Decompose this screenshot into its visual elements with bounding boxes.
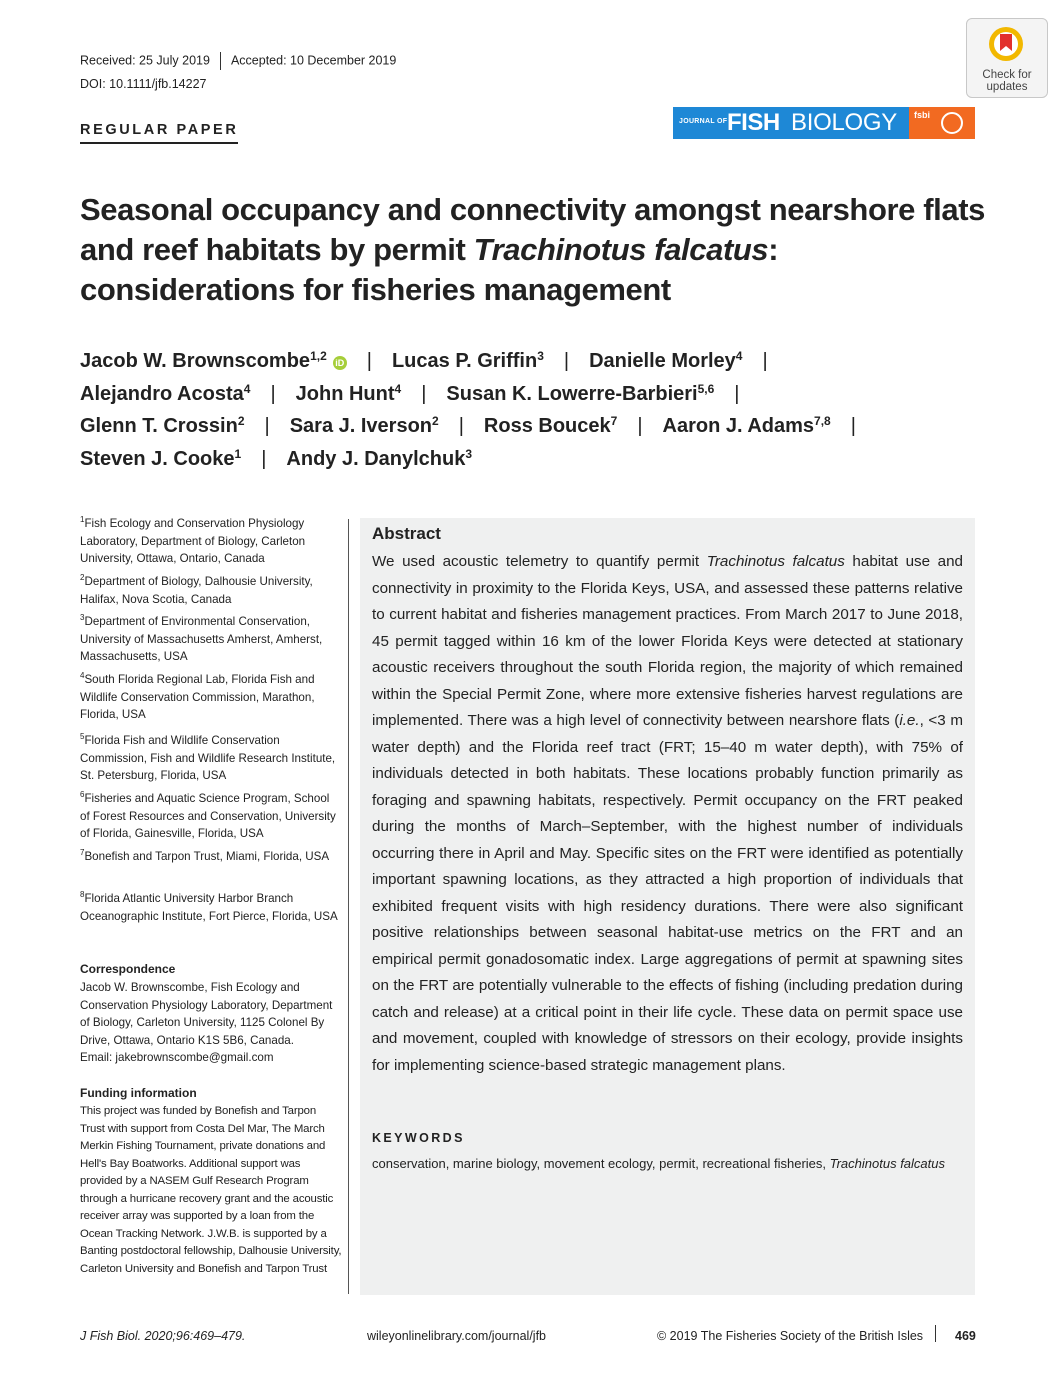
paper-type: REGULAR PAPER	[80, 122, 238, 144]
society-text: fsbi	[914, 110, 931, 120]
author-name[interactable]: Glenn T. Crossin	[80, 415, 238, 437]
author-separator: |	[734, 382, 740, 405]
author-affiliation-sup: 7,8	[814, 414, 831, 428]
journal-logo[interactable]	[673, 107, 975, 139]
accepted-date: Accepted: 10 December 2019	[230, 53, 397, 68]
author-name[interactable]: Ross Boucek	[483, 415, 611, 437]
keywords-text	[372, 1152, 952, 1175]
author-separator: |	[270, 382, 276, 405]
affiliation-number: 2	[80, 573, 85, 583]
author-affiliation-sup: 5,6	[697, 381, 715, 396]
abstract-text	[372, 549, 963, 1079]
doi[interactable]: DOI: 10.1111/jfb.14227	[80, 77, 207, 91]
journal-url[interactable]: wileyonlinelibrary.com/journal/jfb	[367, 1329, 547, 1343]
affiliation	[80, 848, 342, 866]
society-ring-icon	[941, 112, 963, 134]
affiliation-number: 7	[80, 848, 85, 858]
author-affiliation-sup: 4	[243, 381, 251, 396]
author-name[interactable]: Jacob W. Brownscombe	[80, 350, 311, 372]
check-for-text: Check for	[982, 69, 1032, 81]
correspondence-email[interactable]: Email: jakebrownscombe@gmail.com	[80, 1051, 274, 1064]
author-affiliation-sup: 1,2	[310, 349, 327, 363]
author-name[interactable]: Sara J. Iverson	[289, 415, 433, 437]
author-affiliation-sup: 2	[237, 414, 245, 428]
author-affiliation-sup: 3	[465, 446, 473, 461]
funding-text: This project was funded by Bonefish and Tarpon Trust with support from Costa Del Mar, The March Merkin Fishing Tournament, private donations and Hell's Bay Boatworks. Additional support was provided by a NASEM Gulf Research Program through a hurricane recovery grant and the acoustic receiver array was supported by a loan from the Ocean Tracking Network. J.W.B. is supported by a Banting postdoctoral fellowship, Dalhousie University, Carleton University and Bonefish and Tarpon Trust	[80, 1105, 342, 1275]
page-number: 469	[955, 1329, 976, 1343]
affiliation-number: 5	[80, 732, 85, 742]
affiliation	[80, 515, 342, 568]
author-line-4	[80, 443, 980, 476]
author-separator: |	[458, 415, 464, 437]
keywords-list: conservation, marine biology, movement ecology, permit, recreational fisheries,	[372, 1156, 830, 1171]
footer-divider	[935, 1325, 936, 1342]
affiliation-text: Florida Fish and Wildlife Conservation Commission, Fish and Wildlife Research Institute, St. Petersburg, Florida, USA	[80, 734, 336, 782]
author-affiliation-sup: 3	[537, 349, 544, 363]
affiliation	[80, 890, 342, 925]
abstract-species: Trachinotus falcatus	[706, 553, 845, 570]
author-name[interactable]: Danielle Morley	[589, 350, 736, 372]
abstract-sentence: , <3 m water depth) and the Florida reef tract (FRT; 15–40 m water depth), with 75% of individuals detected in both habitats. These locations probably function primarily as foraging and spawning habitats, respectively. Permit occupancy on the FRT peaked during the months of March–September, with the highest number of individuals occurring there in April and May. Specific sites on the FRT were identified as potentially important spawning locations, as they attracted a high proportion of individuals that exhibited frequent visits with high residency durations. There were also significant positive relationships between seasonal habitat-use metrics on the FRT and an empirical permit gonadosomatic index. Large aggregations of permit at spawning sites on the FRT are potentially vulnerable to the effects of fishing (including predation during catch and release) at a critical point in their life cycle. These data on permit space use and movement, coupled with knowledge of stressors on their ecology, provide insights for implementing science-based strategic management plans.	[372, 712, 963, 1074]
author-name[interactable]: Alejandro Acosta	[80, 382, 244, 405]
affiliation-text: Florida Atlantic University Harbor Branch Oceanographic Institute, Fort Pierce, Florida, USA	[80, 892, 338, 923]
correspondence-heading: Correspondence	[80, 962, 176, 976]
author-separator: |	[850, 415, 856, 437]
abstract-sentence: habitat use and connectivity in proximity to the Florida Keys, USA, and assessed these patterns relative to current habitat and fisheries management practices. From March 2017 to June 2018, 45 permit tagged within 16 km of the lower Florida Keys were detected at stationary acoustic receivers throughout the south Florida region, the majority of which remained within the Special Permit Zone, where more extensive fisheries harvest regulations are implemented. There was a high level of connectivity between nearshore flats (	[372, 553, 963, 729]
keywords-species: Trachinotus falcatus	[829, 1156, 945, 1171]
affiliation-text: South Florida Regional Lab, Florida Fish and Wildlife Conservation Commission, Marathon, Florida, USA	[80, 673, 315, 721]
funding-heading: Funding information	[80, 1086, 197, 1100]
affiliation-number: 8	[80, 890, 85, 900]
author-line-3	[80, 410, 980, 443]
author-name[interactable]: Andy J. Danylchuk	[286, 447, 466, 470]
journal-of-text: JOURNAL OF	[679, 118, 728, 125]
title-species: Trachinotus falcatus	[473, 232, 769, 267]
affiliation	[80, 790, 342, 843]
citation	[80, 1329, 245, 1343]
orcid-icon[interactable]: iD	[333, 356, 347, 370]
author-name[interactable]: John Hunt	[295, 382, 395, 405]
correspondence-address: Jacob W. Brownscombe, Fish Ecology and Conservation Physiology Laboratory, Department of Biology, Carleton University, 1125 Colonel By Drive, Ottawa, Ontario K1S 5B6, Canada.	[80, 981, 333, 1047]
article-title	[80, 190, 990, 310]
title-part-1: Seasonal occupancy and connectivity amongst nearshore flats and reef habitats by permit	[80, 192, 985, 267]
crossmark-icon	[987, 25, 1025, 63]
author-affiliation-sup: 4	[735, 349, 743, 363]
affiliation-number: 4	[80, 671, 85, 681]
journal-logo-blue	[673, 107, 909, 139]
author-separator: |	[637, 415, 643, 437]
author-separator: |	[264, 415, 270, 437]
author-separator: |	[421, 382, 427, 405]
affiliation-text: Department of Biology, Dalhousie University, Halifax, Nova Scotia, Canada	[80, 575, 313, 606]
affiliation-text: Fisheries and Aquatic Science Program, School of Forest Resources and Conservation, University of Florida, Gainesville, Florida, USA	[80, 792, 336, 840]
author-name[interactable]: Aaron J. Adams	[662, 415, 815, 437]
journal-biology-text: BIOLOGY	[791, 109, 897, 136]
author-affiliation-sup: 7	[610, 414, 618, 428]
journal-fish-text: FISH	[727, 109, 780, 136]
affiliation	[80, 573, 342, 608]
correspondence-text	[80, 979, 342, 1067]
divider	[220, 52, 221, 70]
abstract-ie: i.e.	[899, 712, 920, 729]
updates-text: updates	[986, 81, 1028, 93]
society-logo	[909, 107, 975, 139]
author-separator: |	[563, 350, 570, 372]
affiliation-number: 6	[80, 790, 85, 800]
author-line-1	[80, 345, 980, 378]
check-for-updates-button[interactable]	[966, 18, 1048, 98]
keywords-heading: KEYWORDS	[372, 1131, 465, 1145]
abstract-sentence: We used acoustic telemetry to quantify permit	[372, 553, 707, 570]
dates-line	[80, 52, 396, 70]
affiliation	[80, 732, 342, 785]
affiliation	[80, 671, 342, 724]
author-name[interactable]: Lucas P. Griffin	[391, 350, 538, 372]
citation-text: J Fish Biol. 2020;96:469–479.	[80, 1329, 246, 1343]
column-divider	[348, 519, 349, 1294]
affiliation-number: 3	[80, 613, 85, 623]
affiliation-number: 1	[80, 515, 85, 525]
author-affiliation-sup: 1	[234, 446, 242, 461]
author-line-2	[80, 378, 980, 411]
author-separator: |	[762, 350, 768, 372]
author-separator: |	[261, 447, 267, 470]
affiliation-text: Department of Environmental Conservation, University of Massachusetts Amherst, Amherst, Massachusetts, USA	[80, 615, 323, 663]
abstract-heading: Abstract	[372, 524, 441, 543]
affiliation-text: Bonefish and Tarpon Trust, Miami, Florida, USA	[84, 850, 330, 863]
title-part-2: : considerations for fisheries management	[80, 232, 779, 307]
received-date: Received: 25 July 2019	[80, 53, 210, 68]
copyright: © 2019 The Fisheries Society of the British Isles	[657, 1329, 924, 1343]
author-list	[80, 345, 980, 475]
affiliation-text: Fish Ecology and Conservation Physiology Laboratory, Department of Biology, Carleton University, Ottawa, Ontario, Canada	[80, 517, 306, 565]
author-name[interactable]: Susan K. Lowerre-Barbieri	[446, 382, 698, 405]
author-separator: |	[366, 350, 372, 372]
author-name[interactable]: Steven J. Cooke	[80, 447, 235, 470]
affiliation	[80, 613, 342, 666]
author-affiliation-sup: 4	[394, 381, 402, 396]
author-affiliation-sup: 2	[432, 414, 439, 428]
